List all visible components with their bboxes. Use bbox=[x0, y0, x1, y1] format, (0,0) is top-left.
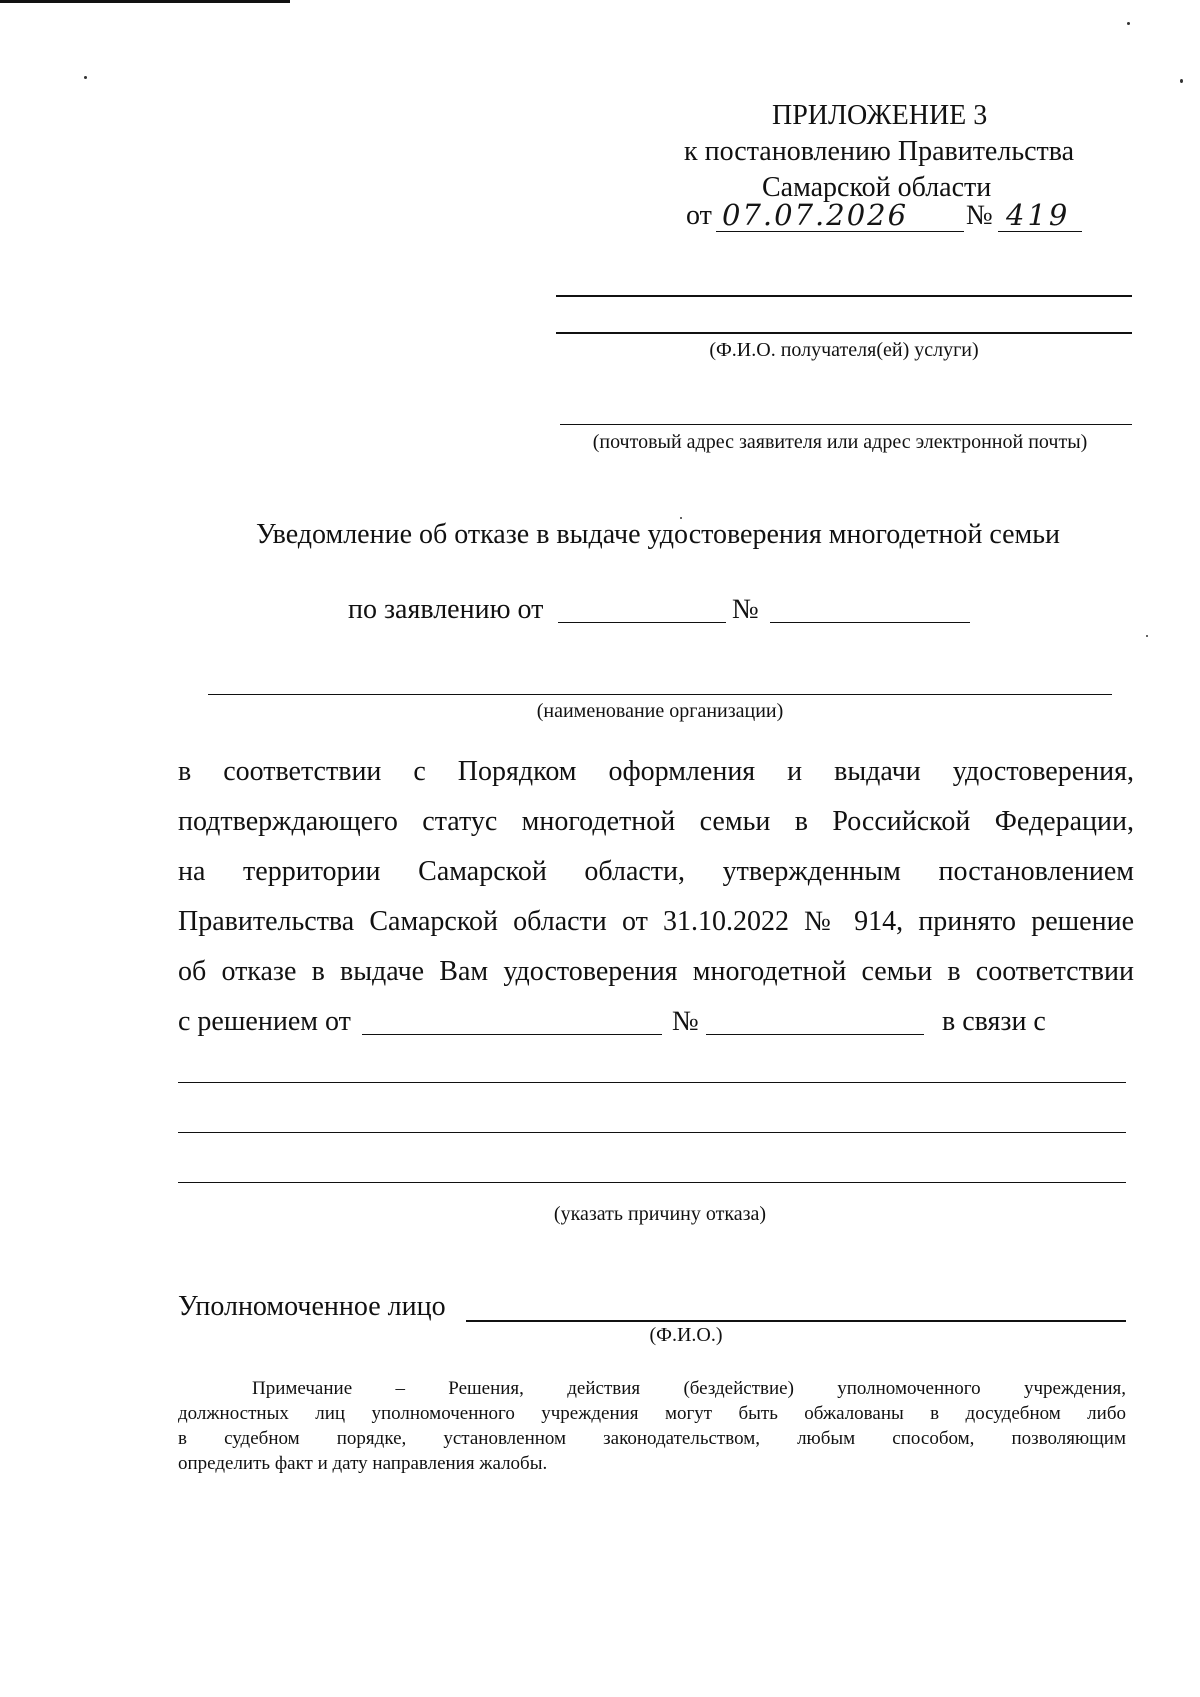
scan-speck bbox=[84, 76, 87, 79]
appendix-number-prefix: № bbox=[966, 200, 993, 231]
recipient-address-line bbox=[560, 424, 1132, 425]
decision-number-sign: № bbox=[672, 1006, 699, 1037]
recipient-name-line-2 bbox=[556, 332, 1132, 334]
appendix-date-line bbox=[716, 231, 964, 232]
reason-line-1[interactable] bbox=[178, 1082, 1126, 1083]
notice-title: Уведомление об отказе в выдаче удостоверения многодетной семьи bbox=[255, 519, 1060, 550]
appendix-number-handwritten: 419 bbox=[1006, 198, 1071, 232]
appendix-line-2: Самарской области bbox=[762, 172, 992, 203]
body-line: в соответствии с Порядком оформления и выдачи удостоверения, bbox=[178, 756, 1134, 787]
decision-number-field[interactable] bbox=[706, 1034, 924, 1035]
body-line: на территории Самарской области, утвержденным постановлением bbox=[178, 856, 1134, 887]
appendix-header bbox=[600, 98, 1120, 206]
decision-prefix: с решением от bbox=[178, 1006, 351, 1037]
application-number-field[interactable] bbox=[770, 622, 970, 623]
scan-speck bbox=[1127, 22, 1130, 25]
scan-speck bbox=[1146, 635, 1148, 637]
application-date-field[interactable] bbox=[558, 622, 726, 623]
recipient-name-caption: (Ф.И.О. получателя(ей) услуги) bbox=[709, 339, 979, 361]
application-prefix: по заявлению от bbox=[348, 594, 544, 625]
reason-caption: (указать причину отказа) bbox=[553, 1203, 767, 1225]
signature-caption: (Ф.И.О.) bbox=[649, 1324, 723, 1346]
signature-label: Уполномоченное лицо bbox=[178, 1291, 446, 1322]
body-line: об отказе в выдаче Вам удостоверения многодетной семьи в соответствии bbox=[178, 956, 1134, 987]
appendix-date-handwritten: 07.07.2026 bbox=[722, 198, 909, 232]
note-last-line: определить факт и дату направления жалобы. bbox=[178, 1453, 548, 1474]
decision-date-field[interactable] bbox=[362, 1034, 662, 1035]
body-line: Правительства Самарской области от 31.10.2022 № 914, принято решение bbox=[178, 906, 1134, 937]
note-line: Примечание – Решения, действия (бездействие) уполномоченного учреждения, bbox=[252, 1378, 1126, 1399]
note-line: в судебном порядке, установленном законодательством, любым способом, позволяющим bbox=[178, 1428, 1126, 1449]
scan-top-edge bbox=[0, 0, 290, 3]
body-line: подтверждающего статус многодетной семьи в Российской Федерации, bbox=[178, 806, 1134, 837]
signature-line[interactable] bbox=[466, 1320, 1126, 1322]
reason-line-3[interactable] bbox=[178, 1182, 1126, 1183]
scan-speck bbox=[1180, 79, 1183, 83]
organization-caption: (наименование организации) bbox=[536, 700, 784, 722]
recipient-address-caption: (почтовый адрес заявителя или адрес электронной почты) bbox=[592, 431, 1088, 453]
application-number-sign: № bbox=[732, 594, 759, 625]
note-line: должностных лиц уполномоченного учреждения могут быть обжалованы в досудебном либо bbox=[178, 1403, 1126, 1424]
reason-line-2[interactable] bbox=[178, 1132, 1126, 1133]
appendix-line-1: к постановлению Правительства bbox=[684, 136, 1075, 167]
appendix-title: ПРИЛОЖЕНИЕ 3 bbox=[772, 100, 988, 131]
appendix-date-prefix: от bbox=[686, 200, 712, 231]
decision-suffix: в связи с bbox=[942, 1006, 1046, 1037]
recipient-name-line-1 bbox=[556, 295, 1132, 297]
organization-line[interactable] bbox=[208, 694, 1112, 695]
appendix-number-line bbox=[998, 231, 1082, 232]
